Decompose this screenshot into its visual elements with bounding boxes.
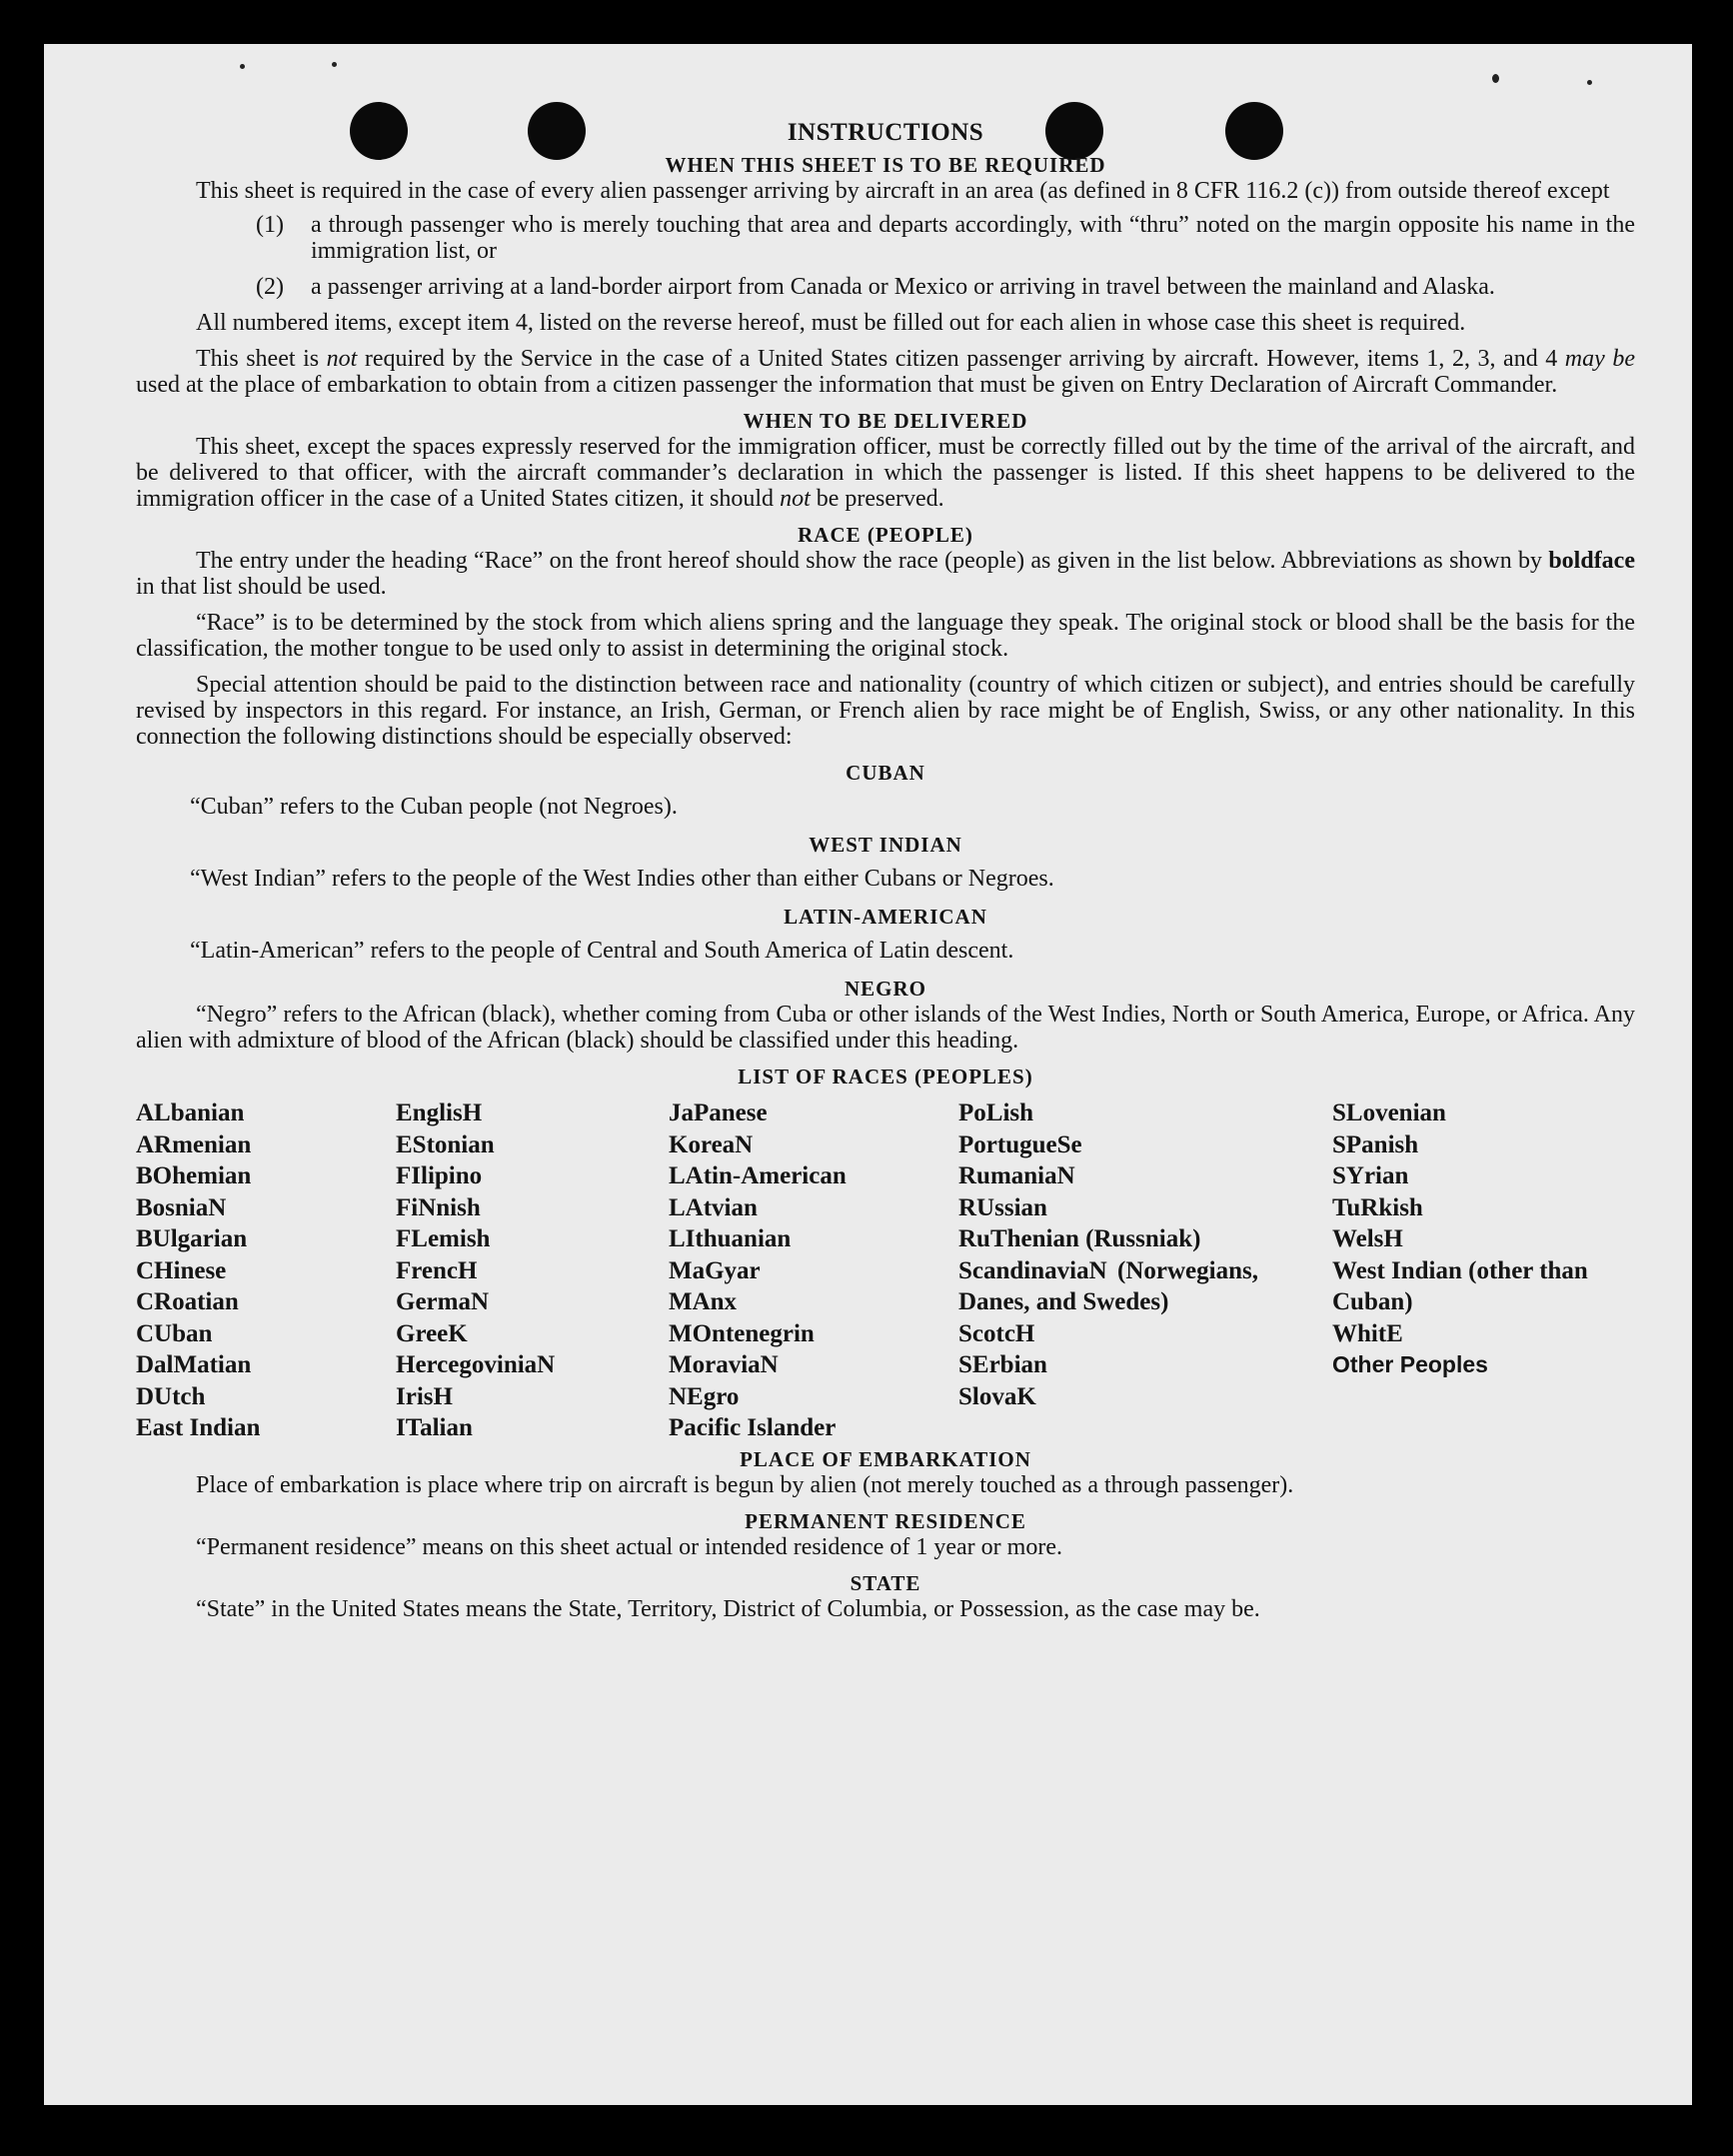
race-entry: MaGyar: [669, 1256, 761, 1284]
race-entry: Other Peoples: [1332, 1351, 1488, 1377]
races-column: [396, 1097, 669, 1444]
race-entry: SlovaK: [958, 1382, 1036, 1410]
race-entry: Pacific Islander: [669, 1414, 837, 1441]
item-number: (1): [256, 212, 284, 238]
section-heading: STATE: [850, 1570, 921, 1595]
race-entry: RuThenian (Russniak): [958, 1225, 1201, 1252]
race-entry: FiNnish: [396, 1193, 481, 1221]
race-entry: FIlipino: [396, 1162, 483, 1189]
race-entry: HercegoviniaN: [396, 1351, 556, 1378]
race-entry: LAtvian: [669, 1193, 758, 1221]
race-entry: MOntenegrin: [669, 1319, 815, 1347]
section-heading: CUBAN: [846, 761, 925, 785]
races-column: [958, 1097, 1332, 1444]
race-entry: GreeK: [396, 1319, 468, 1347]
race-entry: TuRkish: [1332, 1193, 1423, 1221]
document-sheet: [44, 44, 1692, 2105]
item-number: (2): [256, 274, 284, 300]
race-entry: EnglisH: [396, 1099, 483, 1126]
race-entry: PoLish: [958, 1099, 1034, 1126]
race-entry: ALbanian: [136, 1099, 245, 1126]
section-heading: NEGRO: [844, 977, 926, 1001]
race-entry: LIthuanian: [669, 1225, 792, 1252]
instructions-body: [136, 120, 1635, 1632]
race-entry: CRoatian: [136, 1288, 239, 1315]
race-entry: MAnx: [669, 1288, 738, 1315]
race-entry: BOhemian: [136, 1162, 252, 1189]
race-entry: ScotcH: [958, 1319, 1035, 1347]
race-entry: ARmenian: [136, 1130, 252, 1158]
speck: [240, 64, 245, 69]
race-entry: BosniaN: [136, 1193, 227, 1221]
race-entry: SPanish: [1332, 1130, 1419, 1158]
list-item: [256, 274, 1635, 300]
list-item: [256, 212, 1635, 264]
race-entry: ITalian: [396, 1414, 473, 1441]
race-entry: SYrian: [1332, 1162, 1409, 1189]
race-entry: WhitE: [1332, 1319, 1403, 1347]
paragraph: This sheet is required in the case of every alien passenger arriving by aircraft in an area (as defined in 8 CFR 116.2 (c)) from outside thereof except: [196, 178, 1610, 204]
speck: [332, 62, 337, 67]
race-entry: East Indian: [136, 1414, 261, 1441]
race-entry: CUban: [136, 1319, 213, 1347]
paragraph: “Permanent residence” means on this sheet actual or intended residence of 1 year or more.: [196, 1533, 1062, 1560]
section-heading: WHEN TO BE DELIVERED: [743, 409, 1028, 433]
race-entry: FLemish: [396, 1225, 491, 1252]
paragraph: This sheet is not required by the Service in the case of a United States citizen passenger arriving by aircraft. However, items 1, 2, 3, and 4 may be used at the place of embarkation to obtain from a citizen passenger the information that must be given on Entry Declaration of Aircraft Commander.: [136, 346, 1635, 398]
section-heading: RACE (PEOPLE): [798, 523, 973, 547]
race-entry: SLovenian: [1332, 1099, 1446, 1126]
race-entry: WelsH: [1332, 1225, 1403, 1252]
race-entry: ScandinaviaN (Norwegians, Danes, and Swedes): [958, 1256, 1258, 1315]
race-entry: GermaN: [396, 1288, 490, 1315]
paragraph: Special attention should be paid to the distinction between race and nationality (country of which citizen or subject), and entries should be carefully revised by inspectors in this regard. For instance, an Irish, German, or French alien by race might be of English, Swiss, or any other nationality. In this connection the following distinctions should be especially observed:: [136, 672, 1635, 750]
race-entry: KoreaN: [669, 1130, 754, 1158]
section-heading: PERMANENT RESIDENCE: [745, 1508, 1026, 1533]
section-heading: WEST INDIAN: [809, 833, 962, 857]
paragraph: “Race” is to be determined by the stock from which aliens spring and the language they speak. The original stock or blood shall be the basis for the classification, the mother tongue to be used only to assist in determining the original stock.: [136, 610, 1635, 662]
race-entry: FrencH: [396, 1256, 478, 1284]
race-entry: SErbian: [958, 1351, 1047, 1378]
race-entry: JaPanese: [669, 1099, 768, 1126]
section-heading: PLACE OF EMBARKATION: [740, 1446, 1031, 1471]
race-entry: NEgro: [669, 1382, 740, 1410]
definition: “West Indian” refers to the people of the West Indies other than either Cubans or Negroes.: [190, 866, 1054, 892]
page-title: INSTRUCTIONS: [787, 119, 984, 146]
race-entry: West Indian (other than Cuban): [1332, 1256, 1588, 1315]
race-entry: DUtch: [136, 1382, 206, 1410]
item-text: a passenger arriving at a land-border airport from Canada or Mexico or arriving in travel between the mainland and Alaska.: [311, 274, 1495, 300]
race-entry: CHinese: [136, 1256, 227, 1284]
race-entry: MoraviaN: [669, 1351, 779, 1378]
section-heading: WHEN THIS SHEET IS TO BE REQUIRED: [665, 153, 1106, 177]
race-entry: RUssian: [958, 1193, 1047, 1221]
speck: [1492, 74, 1499, 83]
race-entry: LAtin-American: [669, 1162, 847, 1189]
paragraph: This sheet, except the spaces expressly reserved for the immigration officer, must be correctly filled out by the time of the arrival of the aircraft, and be delivered to that officer, with the aircraft commander’s declaration in which the passenger is listed. If this sheet happens to be delivered to the immigration officer in the case of a United States citizen, it should not be preserved.: [136, 434, 1635, 512]
speck: [1587, 80, 1592, 85]
paragraph: “State” in the United States means the State, Territory, District of Columbia, or Possession, as the case may be.: [196, 1595, 1260, 1622]
section-heading: LIST OF RACES (PEOPLES): [738, 1065, 1033, 1088]
section-heading: LATIN-AMERICAN: [784, 905, 987, 929]
item-text: a through passenger who is merely touching that area and departs accordingly, with “thru” noted on the margin opposite his name in the immigration list, or: [311, 212, 1635, 264]
paragraph: “Negro” refers to the African (black), whether coming from Cuba or other islands of the West Indies, North or South America, Europe, or Africa. Any alien with admixture of blood of the African (black) should be classified under this heading.: [136, 1002, 1635, 1054]
definition: “Cuban” refers to the Cuban people (not Negroes).: [190, 794, 678, 820]
race-entry: BUlgarian: [136, 1225, 248, 1252]
paragraph: Place of embarkation is place where trip on aircraft is begun by alien (not merely touched as a through passenger).: [196, 1471, 1294, 1498]
race-entry: PortugueSe: [958, 1130, 1082, 1158]
race-entry: DalMatian: [136, 1351, 252, 1378]
races-column: [1332, 1097, 1592, 1444]
race-entry: IrisH: [396, 1382, 453, 1410]
definition: “Latin-American” refers to the people of Central and South America of Latin descent.: [190, 938, 1014, 964]
paragraph: The entry under the heading “Race” on the front hereof should show the race (people) as given in the list below. Abbreviations as shown by boldface in that list should be used.: [136, 548, 1635, 600]
race-entry: RumaniaN: [958, 1162, 1075, 1189]
races-column: [669, 1097, 958, 1444]
race-entry: EStonian: [396, 1130, 495, 1158]
races-column: [136, 1097, 396, 1444]
races-list: [136, 1097, 1635, 1444]
paragraph: All numbered items, except item 4, listed on the reverse hereof, must be filled out for each alien in whose case this sheet is required.: [196, 310, 1466, 336]
